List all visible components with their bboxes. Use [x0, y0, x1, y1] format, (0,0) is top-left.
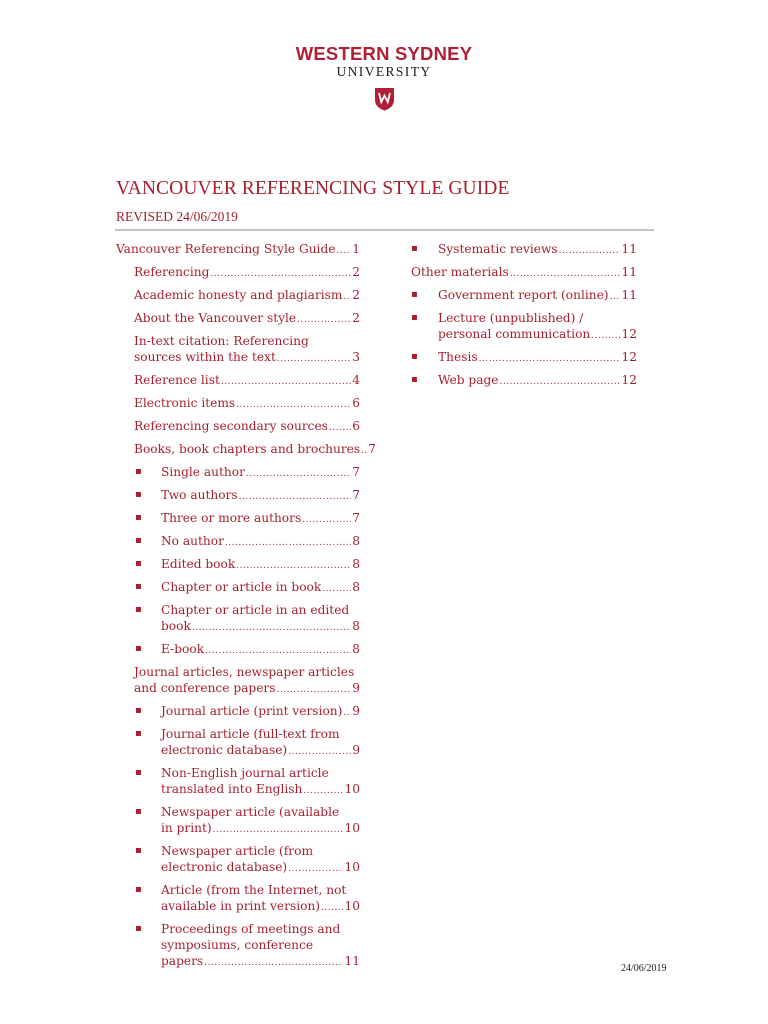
toc-entry-text: Edited book: [161, 557, 236, 571]
revision-date: REVISED 24/06/2019: [116, 209, 238, 224]
toc-entry-text: Lecture (unpublished) /: [438, 311, 584, 325]
toc-entry[interactable]: [411, 349, 637, 367]
toc-page-number: 7: [368, 442, 376, 456]
dot-leader: [221, 374, 351, 390]
toc-page-number: 8: [352, 534, 360, 548]
toc-entry[interactable]: [116, 804, 360, 838]
toc-page-number: 7: [352, 511, 360, 525]
bullet-icon: ▪: [135, 923, 142, 934]
dot-leader: [277, 351, 351, 367]
bullet-icon: ▪: [135, 466, 142, 477]
toc-entry[interactable]: [116, 395, 360, 413]
toc-page-number: 11: [621, 265, 637, 279]
toc-entry[interactable]: [116, 843, 360, 877]
toc-entry-text: Proceedings of meetings and: [161, 922, 341, 936]
toc-entry-text: Thesis: [438, 350, 478, 364]
toc-entry[interactable]: [116, 703, 360, 721]
toc-entry[interactable]: [116, 533, 360, 551]
bullet-icon: ▪: [135, 489, 142, 500]
toc-page-number: 12: [621, 327, 637, 341]
dot-leader: [361, 443, 367, 459]
toc-entry-text: electronic database): [161, 860, 288, 874]
toc-entry[interactable]: [411, 310, 637, 344]
toc-entry[interactable]: [116, 333, 360, 367]
toc-entry[interactable]: [411, 372, 637, 390]
bullet-icon: ▪: [411, 374, 418, 385]
bullet-icon: ▪: [135, 845, 142, 856]
toc-entry[interactable]: [116, 464, 360, 482]
toc-page-number: 12: [621, 373, 637, 387]
bullet-icon: ▪: [135, 806, 142, 817]
toc-entry-text: Three or more authors: [161, 511, 302, 525]
toc-page-number: 7: [352, 488, 360, 502]
bullet-icon: ▪: [135, 705, 142, 716]
toc-page-number: 11: [621, 288, 637, 302]
dot-leader: [479, 351, 621, 367]
toc-entry-text: Reference list: [134, 373, 220, 387]
toc-entry-text: No author: [161, 534, 224, 548]
toc-page-number: 8: [352, 619, 360, 633]
toc-page-number: 3: [352, 350, 360, 364]
toc-entry-text: Referencing secondary sources: [134, 419, 328, 433]
dot-leader: [277, 682, 352, 698]
toc-entry[interactable]: [116, 921, 360, 971]
toc-entry-text: Newspaper article (from: [161, 844, 314, 858]
dot-leader: [297, 312, 351, 328]
toc-entry-text: Chapter or article in book: [161, 580, 322, 594]
toc-entry-text: Electronic items: [134, 396, 236, 410]
toc-entry[interactable]: [116, 264, 360, 282]
bullet-icon: ▪: [411, 243, 418, 254]
dot-leader: [500, 374, 621, 390]
logo-wordmark-line1: WESTERN SYDNEY: [295, 43, 473, 64]
bullet-icon: ▪: [135, 581, 142, 592]
dot-leader: [610, 289, 621, 305]
bullet-icon: ▪: [135, 604, 142, 615]
bullet-icon: ▪: [411, 351, 418, 362]
toc-entry-text: Journal article (print version): [161, 704, 343, 718]
dot-leader: [322, 581, 351, 597]
dot-leader: [303, 783, 343, 799]
toc-entry-text: sources within the text: [134, 350, 276, 364]
dot-leader: [288, 861, 343, 877]
toc-page-number: 10: [344, 860, 360, 874]
toc-entry-text: In-text citation: Referencing: [134, 334, 309, 348]
bullet-icon: ▪: [135, 512, 142, 523]
toc-entry-text: Chapter or article in an edited: [161, 603, 350, 617]
toc-left-column: [116, 241, 376, 976]
toc-entry[interactable]: [116, 664, 360, 698]
toc-entry[interactable]: [116, 441, 376, 459]
toc-page-number: 10: [344, 821, 360, 835]
toc-entry-text: in print): [161, 821, 212, 835]
toc-entry-text: Referencing: [134, 265, 210, 279]
bullet-icon: ▪: [411, 289, 418, 300]
bullet-icon: ▪: [135, 535, 142, 546]
toc-page-number: 9: [352, 704, 360, 718]
university-shield-icon: [374, 87, 395, 111]
toc-entry-text: Systematic reviews: [438, 242, 558, 256]
dot-leader: [510, 266, 621, 282]
toc-entry-text: Single author: [161, 465, 245, 479]
toc-page-number: 2: [352, 288, 360, 302]
bullet-icon: ▪: [135, 767, 142, 778]
toc-page-number: 6: [352, 396, 360, 410]
university-logo: [0, 44, 768, 111]
toc-entry-text: Two authors: [161, 488, 238, 502]
toc-entry-text: personal communication: [438, 327, 591, 341]
footer-date: 24/06/2019: [621, 963, 667, 974]
dot-leader: [236, 397, 351, 413]
toc-page-number: 9: [352, 681, 360, 695]
document-title: VANCOUVER REFERENCING STYLE GUIDE: [116, 178, 510, 199]
toc-entry-text: translated into English: [161, 782, 303, 796]
toc-entry[interactable]: [116, 556, 360, 574]
toc-entry-text: Academic honesty and plagiarism: [134, 288, 343, 302]
toc-entry-text: electronic database): [161, 743, 288, 757]
toc-entry-text: Web page: [438, 373, 499, 387]
bullet-icon: ▪: [411, 312, 418, 323]
bullet-icon: ▪: [135, 884, 142, 895]
toc-entry[interactable]: [116, 418, 360, 436]
dot-leader: [192, 620, 351, 636]
dot-leader: [236, 558, 351, 574]
dot-leader: [343, 705, 351, 721]
logo-wordmark-line2: UNIVERSITY: [336, 64, 432, 79]
toc-entry[interactable]: [411, 241, 637, 259]
bullet-icon: ▪: [135, 558, 142, 569]
toc-page-number: 11: [344, 954, 360, 968]
dot-leader: [336, 243, 351, 259]
dot-leader: [288, 744, 351, 760]
toc-entry-text: available in print version): [161, 899, 321, 913]
title-divider: [115, 229, 654, 231]
dot-leader: [213, 822, 344, 838]
toc-entry-text: Vancouver Referencing Style Guide: [116, 242, 336, 256]
dot-leader: [559, 243, 621, 259]
toc-entry-text: Government report (online): [438, 288, 609, 302]
dot-leader: [225, 535, 351, 551]
toc-entry-text: Other materials: [411, 265, 509, 279]
dot-leader: [239, 489, 352, 505]
toc-entry[interactable]: [411, 287, 637, 305]
bullet-icon: ▪: [135, 728, 142, 739]
toc-page-number: 8: [352, 642, 360, 656]
toc-page-number: 9: [352, 743, 360, 757]
dot-leader: [205, 643, 351, 659]
toc-page-number: 1: [352, 242, 360, 256]
dot-leader: [591, 328, 620, 344]
toc-right-column: [411, 241, 637, 395]
toc-entry-text: Books, book chapters and brochures: [134, 442, 361, 456]
toc-entry[interactable]: [116, 641, 360, 659]
toc-entry[interactable]: [116, 487, 360, 505]
toc-entry-text: symposiums, conference: [161, 938, 314, 952]
dot-leader: [204, 955, 343, 971]
dot-leader: [343, 289, 351, 305]
toc-page-number: 10: [344, 899, 360, 913]
toc-page-number: 6: [352, 419, 360, 433]
toc-entry[interactable]: [116, 882, 360, 916]
dot-leader: [210, 266, 351, 282]
toc-page-number: 2: [352, 311, 360, 325]
toc-entry-text: papers: [161, 954, 204, 968]
toc-page-number: 7: [352, 465, 360, 479]
toc-page-number: 10: [344, 782, 360, 796]
toc-page-number: 2: [352, 265, 360, 279]
toc-entry-text: book: [161, 619, 191, 633]
toc-entry-text: Non-English journal article: [161, 766, 329, 780]
dot-leader: [302, 512, 351, 528]
toc-entry[interactable]: [116, 287, 360, 305]
toc-entry[interactable]: [116, 310, 360, 328]
toc-page-number: 11: [621, 242, 637, 256]
toc-entry-text: and conference papers: [134, 681, 276, 695]
toc-entry[interactable]: [411, 264, 637, 282]
toc-entry[interactable]: [116, 602, 360, 636]
toc-entry-text: Newspaper article (available: [161, 805, 340, 819]
dot-leader: [246, 466, 351, 482]
dot-leader: [329, 420, 351, 436]
toc-entry-text: Journal article (full-text from: [161, 727, 340, 741]
toc-entry[interactable]: [116, 579, 360, 597]
toc-page-number: 4: [352, 373, 360, 387]
toc-entry-text: Journal articles, newspaper articles: [134, 665, 355, 679]
toc-entry[interactable]: [116, 241, 360, 259]
toc-page-number: 8: [352, 557, 360, 571]
toc-entry-text: About the Vancouver style: [134, 311, 297, 325]
toc-entry-text: Article (from the Internet, not: [161, 883, 347, 897]
bullet-icon: ▪: [135, 643, 142, 654]
toc-entry[interactable]: [116, 372, 360, 390]
toc-entry[interactable]: [116, 765, 360, 799]
toc-page-number: 12: [621, 350, 637, 364]
toc-entry[interactable]: [116, 726, 360, 760]
dot-leader: [321, 900, 343, 916]
toc-page-number: 8: [352, 580, 360, 594]
toc-entry-text: E-book: [161, 642, 205, 656]
toc-entry[interactable]: [116, 510, 360, 528]
